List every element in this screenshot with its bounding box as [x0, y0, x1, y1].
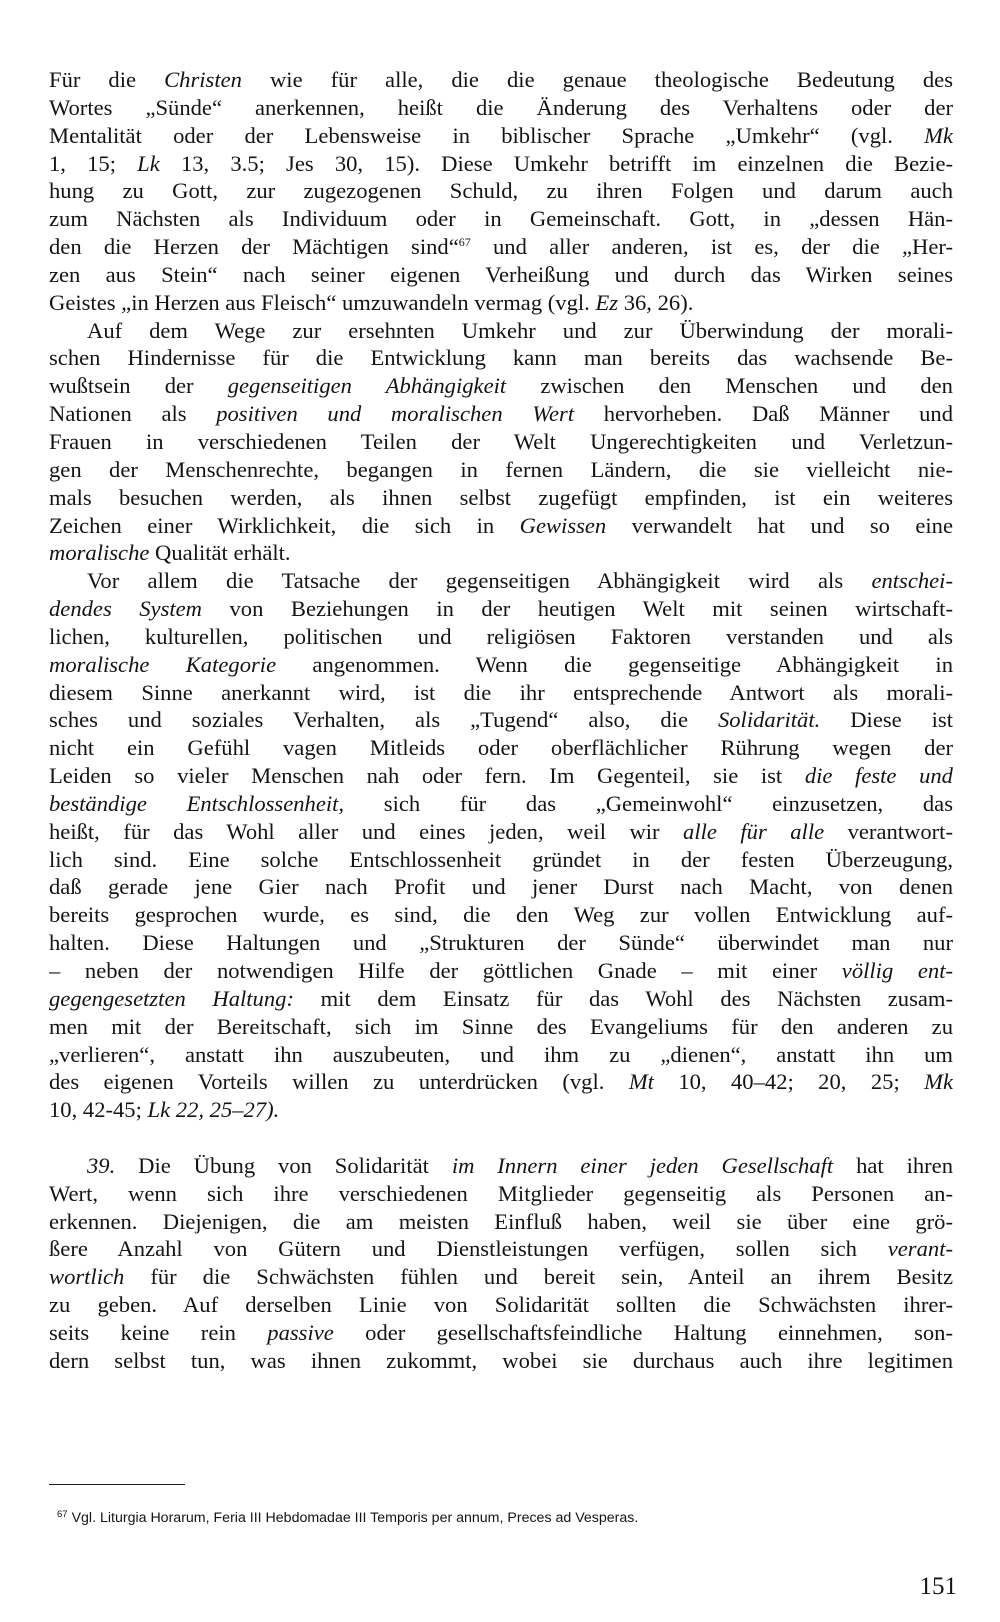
text-line — [49, 706, 953, 734]
emphasis-text: gegenseitigen Abhängigkeit — [227, 373, 507, 399]
text-line — [49, 734, 953, 762]
text-segment: 36, 26). — [618, 289, 694, 315]
text-line — [49, 428, 953, 456]
text-line — [49, 1152, 953, 1180]
emphasis-text: Mk — [924, 1069, 953, 1095]
text-line — [49, 177, 953, 205]
text-segment: 13, 3.5; Jes 30, 15). Diese Umkehr betrifft im einzelnen die Bezie- — [159, 150, 953, 176]
text-segment: „verlieren“, anstatt ihn auszubeuten, und ihm zu „dienen“, anstatt ihn um — [49, 1041, 953, 1067]
text-line — [49, 929, 953, 957]
text-segment: erkennen. Diejenigen, die am meisten Einfluß haben, weil sie über eine grö- — [49, 1208, 953, 1234]
emphasis-text: positiven und moralischen Wert — [216, 401, 575, 427]
text-line — [49, 456, 953, 484]
footnote-reference: 67 — [458, 235, 471, 250]
text-line — [49, 400, 953, 428]
text-segment: sich für das „Gemeinwohl“ einzusetzen, das — [344, 790, 953, 816]
text-line — [49, 289, 953, 317]
emphasis-text: wortlich — [49, 1264, 125, 1290]
text-line — [49, 150, 953, 178]
emphasis-text: beständige Entschlossenheit, — [49, 790, 345, 816]
page-body — [49, 66, 953, 1375]
page-number: 151 — [919, 1573, 957, 1600]
text-line — [49, 539, 953, 567]
text-segment: 10, 42-45; — [49, 1097, 148, 1123]
emphasis-text: Ez — [595, 289, 619, 315]
text-line — [49, 94, 953, 122]
text-line — [49, 344, 953, 372]
text-line — [49, 1041, 953, 1069]
text-segment: nicht ein Gefühl vagen Mitleids oder oberflächlicher Rührung wegen der — [49, 735, 953, 761]
emphasis-text: gegengesetzten Haltung: — [49, 985, 294, 1011]
text-segment: Qualität erhält. — [149, 540, 291, 566]
text-line — [49, 261, 953, 289]
text-segment: Auf dem Wege zur ersehnten Umkehr und zur Überwindung der morali- — [87, 317, 953, 343]
footnote-marker: 67 — [57, 1509, 68, 1520]
text-line — [49, 873, 953, 901]
text-line — [49, 595, 953, 623]
text-line — [49, 122, 953, 150]
text-line — [49, 762, 953, 790]
text-segment: mals besuchen werden, als ihnen selbst zugefügt empfinden, ist ein weiteres — [49, 484, 953, 510]
text-line — [49, 985, 953, 1013]
text-line — [49, 818, 953, 846]
text-line — [49, 233, 953, 261]
text-segment: angenommen. Wenn die gegenseitige Abhängigkeit in — [276, 651, 953, 677]
text-line — [49, 567, 953, 595]
text-segment: und aller anderen, ist es, der die „Her- — [470, 234, 953, 260]
text-segment: den die Herzen der Mächtigen sind“ — [49, 234, 459, 260]
text-segment: ßere Anzahl von Gütern und Dienstleistungen verfügen, sollen sich — [49, 1236, 888, 1262]
text-segment: Wortes „Sünde“ anerkennen, heißt die Änderung des Verhaltens oder der — [49, 94, 953, 120]
text-segment: lichen, kulturellen, politischen und religiösen Faktoren verstanden und als — [49, 623, 953, 649]
text-line — [49, 512, 953, 540]
text-line — [49, 1291, 953, 1319]
emphasis-text: Lk 22, 25–27). — [147, 1097, 280, 1123]
text-line — [49, 1319, 953, 1347]
text-segment: des eigenen Vorteils willen zu unterdrücken (vgl. — [49, 1069, 629, 1095]
text-line — [49, 901, 953, 929]
text-line — [49, 679, 953, 707]
text-segment: zu geben. Auf derselben Linie von Solidarität sollten die Schwächsten ihrer- — [49, 1292, 953, 1318]
emphasis-text: Mt — [628, 1069, 654, 1095]
text-segment: lich sind. Eine solche Entschlossenheit gründet in der festen Überzeugung, — [49, 846, 953, 872]
text-segment: Mentalität oder der Lebensweise in biblischer Sprache „Umkehr“ (vgl. — [49, 122, 925, 148]
text-segment: von Beziehungen in der heutigen Welt mit seinen wirtschaft- — [201, 596, 953, 622]
text-segment: daß gerade jene Gier nach Profit und jener Durst nach Macht, von denen — [49, 874, 953, 900]
text-line — [49, 957, 953, 985]
text-segment: bereits gesprochen wurde, es sind, die den Weg zur vollen Entwicklung auf- — [49, 902, 953, 928]
text-segment: verantwort- — [824, 818, 953, 844]
text-segment: hervorheben. Daß Männer und — [574, 401, 953, 427]
text-line — [49, 790, 953, 818]
text-segment: Die Übung von Solidarität — [115, 1152, 452, 1178]
text-segment: heißt, für das Wohl aller und eines jeden, weil wir — [49, 818, 684, 844]
text-segment: 10, 40–42; 20, 25; — [653, 1069, 925, 1095]
emphasis-text: alle für alle — [683, 818, 825, 844]
text-segment: sches und soziales Verhalten, als „Tugend“ also, die — [49, 707, 718, 733]
text-segment: 1, 15; — [49, 150, 138, 176]
emphasis-text: Solidarität. — [717, 707, 821, 733]
text-segment: hung zu Gott, zur zugezogenen Schuld, zu ihren Folgen und darum auch — [49, 178, 953, 204]
text-line — [49, 1068, 953, 1096]
text-segment: halten. Diese Haltungen und „Strukturen der Sünde“ überwindet man nur — [49, 930, 953, 956]
emphasis-text: moralische — [49, 540, 150, 566]
text-segment: wie für alle, die die genaue theologische Bedeutung des — [241, 67, 953, 92]
text-segment: Nationen als — [49, 401, 217, 427]
text-line — [49, 205, 953, 233]
text-segment: Zeichen einer Wirklichkeit, die sich in — [49, 512, 520, 538]
text-line — [49, 1013, 953, 1041]
text-segment: men mit der Bereitschaft, sich im Sinne des Evangeliums für den anderen zu — [49, 1013, 953, 1039]
emphasis-text: moralische Kategorie — [49, 651, 277, 677]
emphasis-text: passive — [267, 1319, 334, 1345]
text-line — [49, 623, 953, 651]
emphasis-text: entschei- — [871, 568, 953, 594]
text-line — [49, 1263, 953, 1291]
text-segment: schen Hindernisse für die Entwicklung kann man bereits das wachsende Be- — [49, 345, 953, 371]
text-line — [49, 372, 953, 400]
text-segment: verwandelt hat und so eine — [606, 512, 953, 538]
text-line — [49, 1347, 953, 1375]
paragraph-spacer — [49, 1124, 953, 1152]
text-segment: mit dem Einsatz für das Wohl des Nächsten zusam- — [293, 985, 953, 1011]
text-segment: wußtsein der — [49, 373, 228, 399]
text-line — [49, 846, 953, 874]
emphasis-text: 39. — [87, 1152, 116, 1178]
text-segment: zum Nächsten als Individuum oder in Gemeinschaft. Gott, in „dessen Hän- — [49, 206, 953, 232]
text-line — [49, 1208, 953, 1236]
text-line — [49, 66, 953, 94]
text-line — [49, 1180, 953, 1208]
emphasis-text: Gewissen — [519, 512, 607, 538]
text-line — [49, 484, 953, 512]
text-segment: Diese ist — [820, 707, 953, 733]
text-line — [49, 317, 953, 345]
text-segment: zwischen den Menschen und den — [506, 373, 953, 399]
emphasis-text: völlig ent- — [841, 958, 953, 983]
text-segment: für die Schwächsten fühlen und bereit sein, Anteil an ihrem Besitz — [124, 1264, 953, 1290]
text-segment: Vor allem die Tatsache der gegenseitigen Abhängigkeit wird als — [87, 568, 872, 594]
footnote-divider — [49, 1484, 185, 1485]
text-line — [49, 1096, 953, 1124]
text-segment: Für die — [49, 67, 165, 92]
emphasis-text: Mk — [924, 122, 953, 148]
emphasis-text: Christen — [164, 67, 242, 92]
text-segment: Leiden so vieler Menschen nah oder fern. Im Gegenteil, sie ist — [49, 763, 805, 789]
emphasis-text: dendes System — [49, 596, 202, 622]
text-segment: Wert, wenn sich ihre verschiedenen Mitglieder gegenseitig als Personen an- — [49, 1180, 953, 1206]
footnote-text: Vgl. Liturgia Horarum, Feria III Hebdomadae III Temporis per annum, Preces ad Vesperas. — [71, 1510, 639, 1526]
text-segment: hat ihren — [833, 1152, 953, 1178]
text-line — [49, 1235, 953, 1263]
emphasis-text: Lk — [137, 150, 160, 176]
text-segment: zen aus Stein“ nach seiner eigenen Verheißung und durch das Wirken seines — [49, 261, 953, 287]
text-line — [49, 651, 953, 679]
footnote — [57, 1506, 937, 1527]
text-segment: Geistes „in Herzen aus Fleisch“ umzuwandeln vermag (vgl. — [49, 289, 596, 315]
emphasis-text: im Innern einer jeden Gesellschaft — [451, 1152, 834, 1178]
text-segment: dern selbst tun, was ihnen zukommt, wobei sie durchaus auch ihre legitimen — [49, 1347, 953, 1373]
text-segment: gen der Menschenrechte, begangen in fernen Ländern, die sie vielleicht nie- — [49, 456, 953, 482]
text-segment: Frauen in verschiedenen Teilen der Welt Ungerechtigkeiten und Verletzun- — [49, 428, 953, 454]
text-segment: – neben der notwendigen Hilfe der göttlichen Gnade – mit einer — [49, 958, 842, 983]
text-segment: diesem Sinne anerkannt wird, ist die ihr entsprechende Antwort als morali- — [49, 679, 953, 705]
text-segment: seits keine rein — [49, 1319, 268, 1345]
text-segment: oder gesellschaftsfeindliche Haltung einnehmen, son- — [333, 1319, 953, 1345]
emphasis-text: verant- — [887, 1236, 953, 1262]
emphasis-text: die feste und — [804, 763, 953, 789]
